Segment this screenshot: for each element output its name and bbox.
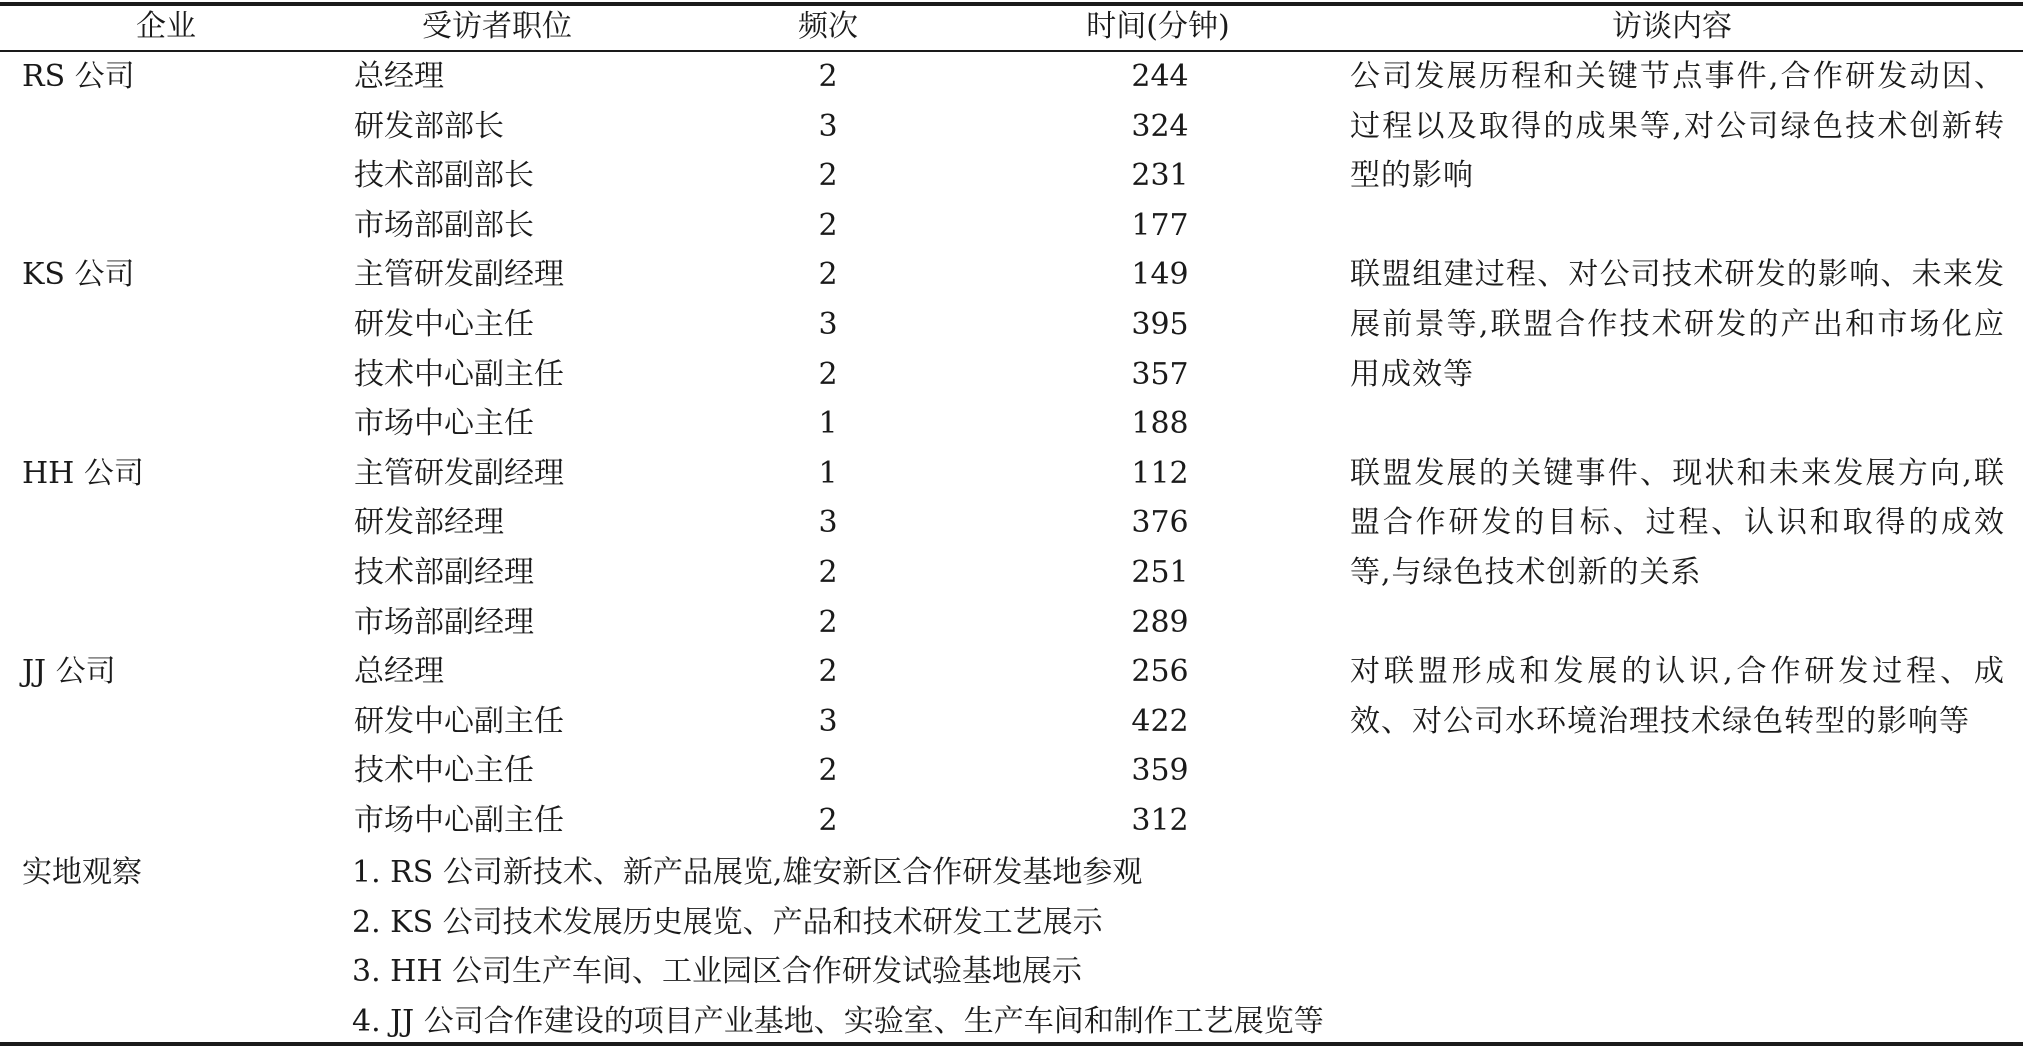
frequency-cell: 2 [818,158,838,194]
position-cell: 主管研发副经理 [354,257,564,293]
frequency-cell: 2 [818,356,838,392]
header-content: 访谈内容 [1612,9,1732,44]
company-name: KS 公司 [22,257,135,293]
position-cell: 研发中心副主任 [354,703,564,739]
time-cell: 376 [1131,505,1189,541]
position-cell: 研发部部长 [354,108,504,144]
position-cell: 技术部副经理 [354,555,534,590]
position-cell: 技术中心副主任 [354,356,564,392]
frequency-cell: 2 [818,604,838,640]
time-cell: 395 [1131,307,1189,342]
interview-content: 对联盟形成和发展的认识,合作研发过程、成效、对公司水环境治理技术绿色转型的影响等 [1350,654,2005,739]
time-cell: 231 [1131,158,1189,194]
position-cell: 主管研发副经理 [354,455,564,491]
position-cell: 研发中心主任 [354,307,534,342]
position-cell: 研发部经理 [354,505,504,541]
position-cell: 技术部副部长 [354,158,534,194]
position-cell: 市场中心主任 [354,406,534,442]
position-cell: 总经理 [354,59,444,94]
frequency-cell: 2 [818,555,838,590]
frequency-cell: 3 [818,307,838,342]
time-cell: 177 [1131,207,1189,243]
time-cell: 188 [1131,406,1189,442]
observation-item: 4. JJ 公司合作建设的项目产业基地、实验室、生产车间和制作工艺展览等 [352,1003,1324,1039]
company-name: JJ 公司 [22,654,116,690]
frequency-cell: 3 [818,505,838,541]
interview-content: 公司发展历程和关键节点事件,合作研发动因、过程以及取得的成果等,对公司绿色技术创新转型的影响 [1350,59,2005,194]
observation-item: 1. RS 公司新技术、新产品展览,雄安新区合作研发基地参观 [352,855,1143,890]
frequency-cell: 2 [818,257,838,293]
frequency-cell: 2 [818,59,838,94]
time-cell: 312 [1131,803,1189,838]
time-cell: 149 [1131,257,1189,293]
position-cell: 市场部副经理 [354,604,534,640]
observation-label: 实地观察 [22,855,142,890]
frequency-cell: 3 [818,108,838,144]
frequency-cell: 2 [818,654,838,690]
time-cell: 289 [1131,604,1189,640]
time-cell: 244 [1131,59,1189,94]
interview-content: 联盟发展的关键事件、现状和未来发展方向,联盟合作研发的目标、过程、认识和取得的成效等,与绿色技术创新的关系 [1350,455,2005,590]
observation-item: 2. KS 公司技术发展历史展览、产品和技术研发工艺展示 [352,904,1103,940]
frequency-cell: 3 [818,703,838,739]
frequency-cell: 2 [818,803,838,838]
time-cell: 251 [1131,555,1189,590]
header-time: 时间(分钟) [1086,9,1230,44]
time-cell: 357 [1131,356,1189,392]
position-cell: 总经理 [354,654,444,690]
time-cell: 422 [1131,703,1189,739]
time-cell: 256 [1131,654,1189,690]
time-cell: 359 [1131,753,1189,789]
position-cell: 市场部副部长 [354,207,534,243]
frequency-cell: 2 [818,753,838,789]
frequency-cell: 2 [818,207,838,243]
frequency-cell: 1 [818,455,838,491]
time-cell: 324 [1131,108,1189,144]
time-cell: 112 [1131,455,1189,491]
company-name: HH 公司 [22,455,144,491]
header-position: 受访者职位 [422,9,572,44]
observation-item: 3. HH 公司生产车间、工业园区合作研发试验基地展示 [352,954,1083,989]
position-cell: 市场中心副主任 [354,803,564,838]
company-name: RS 公司 [22,59,135,94]
header-company: 企业 [136,9,196,44]
interview-content: 联盟组建过程、对公司技术研发的影响、未来发展前景等,联盟合作技术研发的产出和市场化应用成效等 [1350,257,2005,392]
header-frequency: 频次 [798,9,858,44]
position-cell: 技术中心主任 [354,753,534,789]
frequency-cell: 1 [818,406,838,442]
